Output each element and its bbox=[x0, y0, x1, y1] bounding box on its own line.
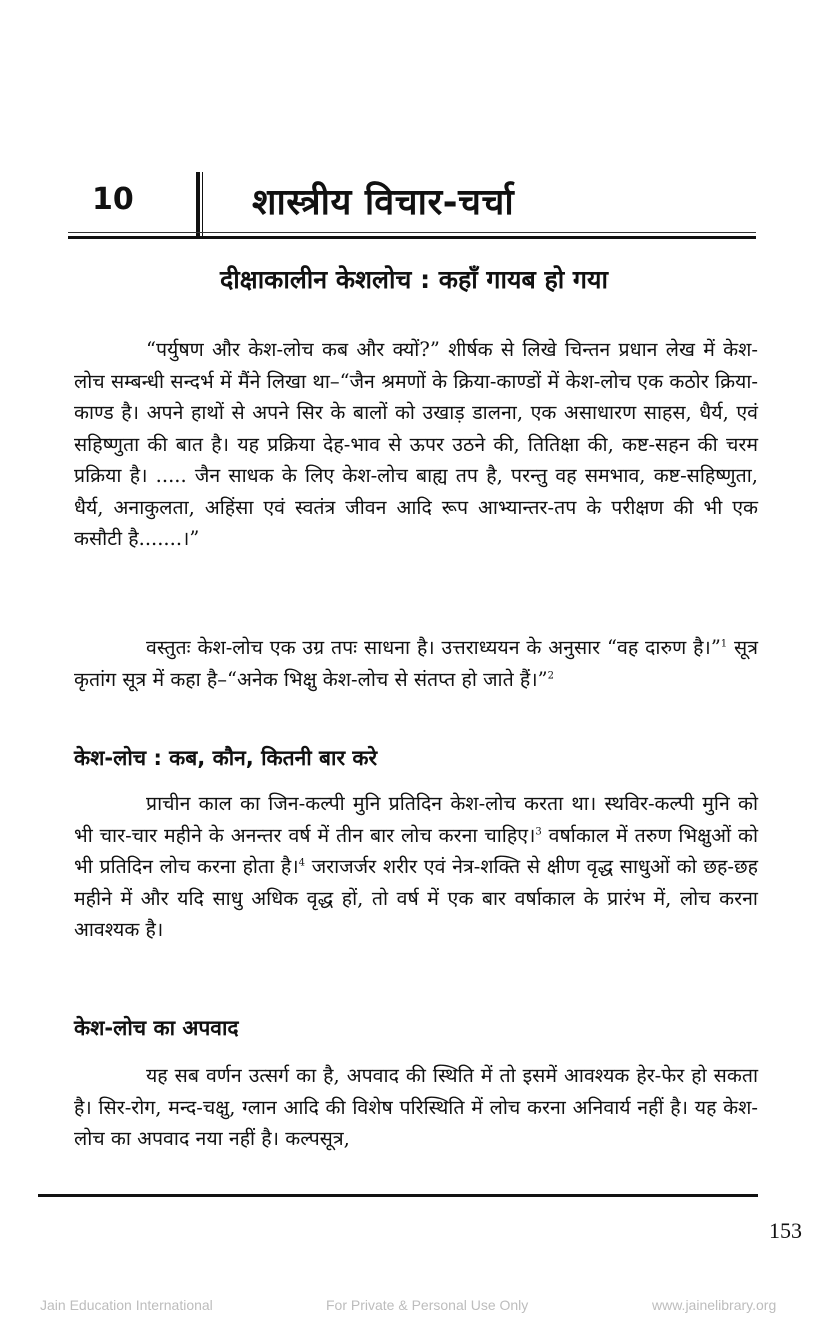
footer-usage-notice: For Private & Personal Use Only bbox=[326, 1297, 529, 1313]
subheading-when-who-how-often: केश-लोच : कब, कौन, कितनी बार करे bbox=[74, 746, 378, 770]
paragraph-text: जराजर्जर शरीर एवं नेत्र-शक्ति से क्षीण वृद्ध साधुओं को छह-छह महीने में और यदि साधु अधिक वृद्ध हों, तो वर्ष में एक बार वर्षाकाल के प्रारंभ में, लोच करना आवश्यक है। bbox=[74, 855, 758, 941]
paragraph-text: वस्तुतः केश-लोच एक उग्र तपः साधना है। उत्तराध्ययन के अनुसार “वह दारुण है।” bbox=[146, 636, 721, 659]
paragraph-austerity bbox=[74, 632, 758, 695]
paragraph-frequency bbox=[74, 788, 758, 946]
footer-website-link[interactable]: www.jainelibrary.org bbox=[652, 1297, 777, 1313]
header-rule-thick bbox=[68, 236, 756, 239]
page-number: 153 bbox=[769, 1218, 802, 1243]
footer-publisher: Jain Education International bbox=[40, 1297, 213, 1313]
header-rule-thin bbox=[68, 232, 756, 233]
chapter-number: 10 bbox=[92, 182, 134, 217]
paragraph-exception: यह सब वर्णन उत्सर्ग का है, अपवाद की स्थिति में तो इसमें आवश्यक हेर-फेर हो सकता है। सिर-रोग, मन्द-चक्षु, ग्लान आदि की विशेष परिस्थिति में लोच करना अनिवार्य नहीं है। यह केश-लोच का अपवाद नया नहीं है। कल्पसूत्र, bbox=[74, 1064, 758, 1150]
paragraph-text: सूत्र कृतांग सूत्र में कहा है–“अनेक भिक्षु केश-लोच से संतप्त हो जाते हैं।” bbox=[74, 636, 758, 691]
footnote-ref-2[interactable]: 2 bbox=[547, 670, 555, 681]
subheading-exception: केश-लोच का अपवाद bbox=[74, 1016, 239, 1040]
paragraph-intro-quote: “पर्युषण और केश-लोच कब और क्यों?” शीर्षक से लिखे चिन्तन प्रधान लेख में केश-लोच सम्बन्धी सन्दर्भ में मैंने लिखा था–“जैन श्रमणों के क्रिया-काण्डों में केश-लोच एक कठोर क्रिया-काण्ड है। अपने हाथों से अपने सिर के बालों को उखाड़ डालना, एक असाधारण साहस, धैर्य, एवं सहिष्णुता की बात है। यह प्रक्रिया देह-भाव से ऊपर उठने की, तितिक्षा की, कष्ट-सहन की चरम प्रक्रिया है। ..... जैन साधक के लिए केश-लोच बाह्य तप है, परन्तु वह समभाव, कष्ट-सहिष्णुता, धैर्य, अनाकुलता, अहिंसा एवं स्वतंत्र जीवन आदि रूप आभ्यान्तर-तप के परीक्षण की भी एक कसौटी है.......।” bbox=[74, 338, 758, 550]
footnote-ref-3[interactable]: 3 bbox=[535, 826, 542, 837]
footer-rule bbox=[38, 1194, 758, 1197]
footnote-ref-1[interactable]: 1 bbox=[720, 638, 728, 650]
paragraph-text: वर्षाकाल में तरुण भिक्षुओं को भी प्रतिदिन लोच करना होता है। bbox=[74, 823, 758, 878]
chapter-title: शास्त्रीय विचार-चर्चा bbox=[252, 182, 515, 223]
chapter-divider-bar-thin bbox=[202, 172, 203, 236]
paragraph-text: प्राचीन काल का जिन-कल्पी मुनि प्रतिदिन केश-लोच करता था। स्थविर-कल्पी मुनि को भी चार-चार महीने के अनन्तर वर्ष में तीन बार लोच करना चाहिए। bbox=[74, 792, 758, 847]
section-title: दीक्षाकालीन केशलोच : कहाँ गायब हो गया bbox=[220, 265, 608, 294]
chapter-divider-bar bbox=[196, 172, 200, 236]
chapter-header bbox=[72, 172, 762, 230]
footnote-ref-4[interactable]: 4 bbox=[298, 857, 305, 869]
